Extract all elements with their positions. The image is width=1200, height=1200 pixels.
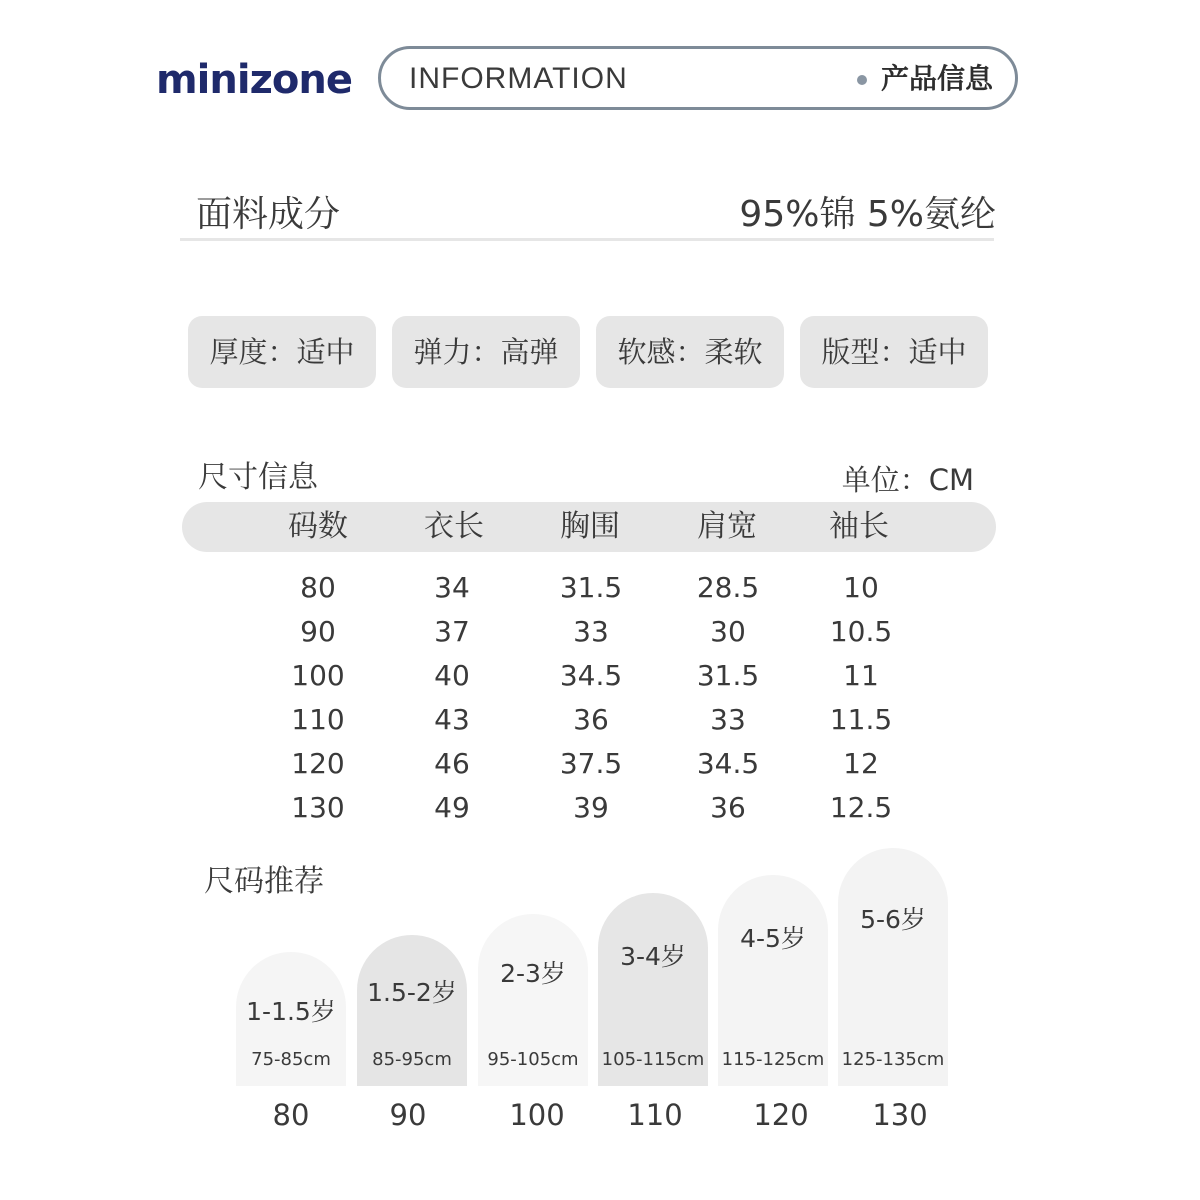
- fabric-label: 面料成分: [196, 194, 341, 235]
- cell-shoulder: 34.5: [696, 747, 760, 780]
- table-row: [0, 742, 1200, 786]
- height-range: 105-115cm: [601, 1049, 705, 1070]
- header-size: 码数: [288, 509, 348, 544]
- table-row: [0, 566, 1200, 610]
- cell-size: 110: [291, 703, 345, 736]
- table-row: [0, 654, 1200, 698]
- size-table-header-labels: [0, 502, 1200, 552]
- header-sleeve: 袖长: [829, 509, 889, 544]
- cell-chest: 34.5: [559, 659, 623, 692]
- height-range: 125-135cm: [841, 1049, 945, 1070]
- size-arch-card: [718, 875, 828, 1086]
- cell-sleeve: 11.5: [829, 703, 893, 736]
- size-arch-card: [598, 893, 708, 1086]
- property-thickness: 厚度：适中: [188, 316, 376, 388]
- cell-length: 49: [434, 791, 470, 824]
- cell-length: 46: [434, 747, 470, 780]
- cell-size: 120: [291, 747, 345, 780]
- cell-sleeve: 10.5: [829, 615, 893, 648]
- cell-chest: 39: [573, 791, 609, 824]
- height-range: 115-125cm: [721, 1049, 825, 1070]
- size-recommendation-title: 尺码推荐: [204, 864, 324, 899]
- cell-size: 130: [291, 791, 345, 824]
- table-row: [0, 610, 1200, 654]
- age-label: 3-4岁: [620, 942, 686, 971]
- property-elasticity: 弹力：高弹: [392, 316, 580, 388]
- height-range: 85-95cm: [372, 1049, 452, 1070]
- recommended-size: 130: [872, 1098, 928, 1132]
- fabric-value: 95%锦 5%氨纶: [739, 194, 996, 235]
- age-label: 2-3岁: [500, 959, 566, 988]
- cell-size: 100: [291, 659, 345, 692]
- recommended-size: 120: [753, 1098, 809, 1132]
- header-length: 衣长: [424, 509, 484, 544]
- table-row: [0, 698, 1200, 742]
- property-fit: 版型：适中: [800, 316, 988, 388]
- table-row: [0, 786, 1200, 830]
- property-softness: 软感：柔软: [596, 316, 784, 388]
- cell-chest: 31.5: [559, 571, 623, 604]
- size-arch-card: [478, 914, 588, 1086]
- brand-logo: minizone: [156, 57, 352, 103]
- size-info-title: 尺寸信息: [198, 460, 318, 495]
- cell-sleeve: 11: [843, 659, 879, 692]
- recommended-size: 110: [627, 1098, 683, 1132]
- cell-shoulder: 30: [710, 615, 746, 648]
- cell-shoulder: 28.5: [696, 571, 760, 604]
- height-range: 75-85cm: [251, 1049, 331, 1070]
- cell-shoulder: 36: [710, 791, 746, 824]
- height-range: 95-105cm: [487, 1049, 579, 1070]
- recommended-size: 80: [272, 1098, 310, 1132]
- age-label: 4-5岁: [740, 924, 806, 953]
- cell-size: 90: [300, 615, 336, 648]
- cell-size: 80: [300, 571, 336, 604]
- cell-sleeve: 10: [843, 571, 879, 604]
- divider: [180, 238, 994, 241]
- cell-sleeve: 12: [843, 747, 879, 780]
- header-shoulder: 肩宽: [697, 509, 757, 544]
- cell-chest: 33: [573, 615, 609, 648]
- cell-sleeve: 12.5: [829, 791, 893, 824]
- age-label: 1-1.5岁: [246, 997, 336, 1026]
- age-label: 5-6岁: [860, 905, 926, 934]
- unit-label: 单位：CM: [841, 463, 974, 497]
- cell-shoulder: 33: [710, 703, 746, 736]
- cell-chest: 37.5: [559, 747, 623, 780]
- bullet-dot-icon: [857, 75, 867, 85]
- cell-length: 40: [434, 659, 470, 692]
- info-header-pill: [378, 46, 1018, 110]
- cell-chest: 36: [573, 703, 609, 736]
- size-arch-card: [357, 935, 467, 1086]
- age-label: 1.5-2岁: [367, 978, 457, 1007]
- cell-length: 43: [434, 703, 470, 736]
- header-title: INFORMATION: [409, 62, 628, 95]
- recommended-size: 100: [509, 1098, 565, 1132]
- cell-shoulder: 31.5: [696, 659, 760, 692]
- size-arch-card: [236, 952, 346, 1086]
- header-subtitle: 产品信息: [880, 62, 993, 95]
- header-chest: 胸围: [560, 509, 620, 544]
- recommended-size: 90: [389, 1098, 427, 1132]
- size-arch-card: [838, 848, 948, 1086]
- cell-length: 37: [434, 615, 470, 648]
- cell-length: 34: [434, 571, 470, 604]
